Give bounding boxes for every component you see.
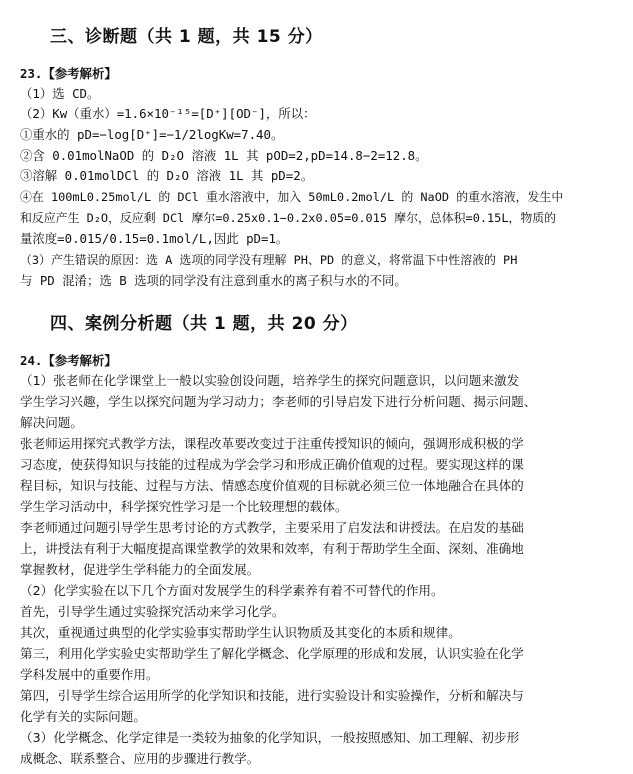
q24-line-17: 化学有关的实际问题。 (20, 709, 146, 724)
q24-line-8: 李老师通过问题引导学生思考讨论的方式教学，主要采用了启发法和讲授法。在启发的基础 (20, 520, 524, 535)
question-23-heading: 23.【参考解析】 (20, 66, 117, 81)
q24-line-11: （2）化学实验在以下几个方面对发展学生的科学素养有着不可替代的作用。 (20, 583, 444, 598)
q23-line-6: ④在 100mL0.25mol/L 的 DCl 重水溶液中，加入 50mL0.2mol/L 的 NaOD 的重水溶液，发生中 (20, 190, 564, 204)
q23-line-7: 和反应产生 D₂O，反应剩 DCl 摩尔=0.25x0.1−0.2x0.05=0.015 摩尔，总体积=0.15L，物质的 (20, 211, 557, 225)
q24-line-14: 第三，利用化学实验史实帮助学生了解化学概念、化学原理的形成和发展，认识实验在化学 (20, 646, 524, 661)
q23-line-8: 量浓度=0.015/0.15=0.1mol/L,因此 pD=1。 (20, 231, 289, 246)
question-24-heading: 24.【参考解析】 (20, 353, 117, 368)
q23-line-1: （1）选 CD。 (20, 86, 100, 101)
section-title-diagnosis: 三、诊断题（共 1 题，共 15 分） (50, 27, 323, 47)
q24-line-16: 第四，引导学生综合运用所学的化学知识和技能，进行实验设计和实验操作，分析和解决与 (20, 688, 524, 703)
q24-line-3: 解决问题。 (20, 415, 83, 430)
q23-line-5: ③溶解 0.01molDCl 的 D₂O 溶液 1L 其 pD=2。 (20, 168, 314, 183)
q23-line-4: ②含 0.01molNaOD 的 D₂O 溶液 1L 其 pOD=2,pD=14.8−2=12.8。 (20, 148, 428, 163)
q24-line-1: （1）张老师在化学课堂上一般以实验创设问题，培养学生的探究问题意识，以问题来激发 (20, 373, 520, 388)
q24-line-6: 程目标，知识与技能、过程与方法、情感态度价值观的目标就必须三位一体地融合在具体的 (20, 478, 524, 493)
q24-line-18: （3）化学概念、化学定律是一类较为抽象的化学知识，一般按照感知、加工理解、初步形 (20, 730, 520, 745)
section-title-case-analysis: 四、案例分析题（共 1 题，共 20 分） (50, 314, 358, 334)
q24-line-15: 学科发展中的重要作用。 (20, 667, 159, 682)
q24-line-5: 习态度，使获得知识与技能的过程成为学会学习和形成正确价值观的过程。要实现这样的课 (20, 457, 524, 472)
q24-line-13: 其次，重视通过典型的化学实验事实帮助学生认识物质及其变化的本质和规律。 (20, 625, 461, 640)
q24-line-7: 学生学习活动中，科学探究性学习是一个比较理想的载体。 (20, 499, 348, 514)
q24-line-10: 掌握教材，促进学生学科能力的全面发展。 (20, 562, 260, 577)
q23-line-10: 与 PD 混淆；选 B 选项的同学没有注意到重水的离子积与水的不同。 (20, 273, 407, 288)
q23-line-2: （2）Kw（重水）=1.6×10⁻¹⁵=[D⁺][OD⁻]，所以： (20, 106, 316, 121)
q24-line-4: 张老师运用探究式教学方法，课程改革要改变过于注重传授知识的倾向，强调形成积极的学 (20, 436, 524, 451)
q24-line-12: 首先，引导学生通过实验探究活动来学习化学。 (20, 604, 285, 619)
q23-line-9: （3）产生错误的原因：选 A 选项的同学没有理解 PH、PD 的意义，将常温下中性溶液的 PH (20, 253, 518, 267)
q24-line-19: 成概念、联系整合、应用的步骤进行教学。 (20, 751, 260, 766)
q23-line-3: ①重水的 pD=−log[D⁺]=−1/2logKw=7.40。 (20, 127, 284, 142)
q24-line-9: 上，讲授法有利于大幅度提高课堂教学的效果和效率，有利于帮助学生全面、深刻、准确地 (20, 541, 524, 556)
q24-line-2: 学生学习兴趣，学生以探究问题为学习动力；李老师的引导启发下进行分析问题、揭示问题、 (20, 394, 537, 409)
